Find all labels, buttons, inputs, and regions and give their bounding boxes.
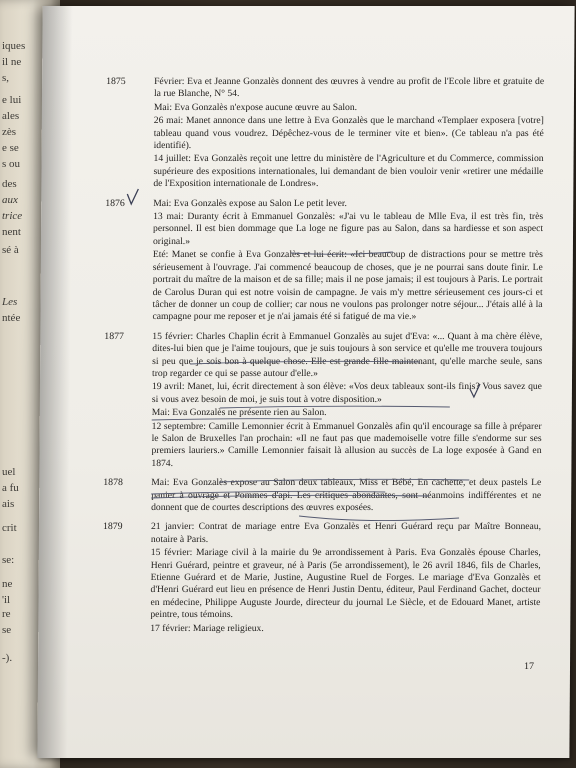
left-page-fragment: -).	[2, 652, 13, 664]
book-page	[37, 6, 574, 758]
entry-paragraph: 17 février: Mariage religieux.	[150, 622, 264, 634]
left-page-fragment: iques	[2, 40, 26, 52]
entry-paragraph: Mai: Eva Gonzalès ne présente rien au Salon.	[151, 407, 327, 419]
entry-paragraph: Eté: Manet se confie à Eva Gonzalès et lui écrit: «Ici beaucoup de distractions pour se mettre très sérieusement à l'ouvrage. J'ai commencé beaucoup de choses, que je ne pourrai sans doute finir. Le portrait du maître de la maison et de sa fille; mais il ne pose jamais; il est toujours à Paris. Le portrait de Carolus Duran qui est notre voisin de campagne. Je vais m'y mettre sérieusement ces jours-ci et tâcher de donner un coup de collier; car nous ne voulons pas prolonger notre séjour... J'étais allé à la campagne pour me reposer et je n'ai jamais été si fatigué de ma vie.»	[152, 249, 543, 323]
page-number: 17	[523, 661, 535, 672]
left-page-fragment: se	[2, 624, 12, 636]
entry-paragraph: 26 mai: Manet annonce dans une lettre à Eva Gonzalès que le marchand «Templaer exposera [votre] tableau quand vous voudrez. Dépêchez-vous de le terminer vite et bien». (Ce tableau n'a pas été identifié).	[153, 115, 544, 152]
chronology-entry-1875	[103, 76, 544, 191]
left-page-fragment: e lui	[2, 94, 22, 106]
left-page-fragment: il ne	[2, 56, 22, 68]
chronology-entry-1879	[100, 521, 541, 635]
chronology-entry-1878	[101, 477, 541, 514]
chronology-entry-1876	[102, 198, 543, 324]
entry-paragraph: Mai: Eva Gonzalès expose au Salon deux tableaux, Miss et Bébé, En cachette, et deux pastels Le panier à ouvrage et Pommes d'api. Les critiques abondantes, sont néanmoins indifférentes et ne donnent que de courtes descriptions des œuvres exposées.	[151, 477, 542, 513]
left-page-fragment: aux	[2, 194, 18, 206]
left-page-fragment: ntée	[2, 312, 21, 324]
left-page-fragment: des	[2, 178, 17, 190]
entry-paragraph: Mai: Eva Gonzalès n'expose aucune œuvre au Salon.	[153, 101, 358, 113]
left-page-fragment: 'il	[2, 594, 11, 606]
left-page-fragment: re	[2, 608, 11, 620]
entry-paragraph: 15 février: Charles Chaplin écrit à Emmanuel Gonzalès au sujet d'Eva: «... Quant à ma chère élève, dites-lui bien que je l'aime toujours, que je suis toujours à son service et qu'elle me trouvera toujours si peu que je sois bon à quelque chose. Elle est grande fille maintenant, qu'elle marche seule, sans trop regarder ce qui se passe autour d'elle.»	[152, 330, 543, 379]
left-page-fragment: s,	[2, 72, 10, 84]
entry-year: 1876	[105, 197, 125, 209]
gutter-shadow	[37, 6, 72, 758]
entry-paragraph: 19 avril: Manet, lui, écrit directement à son élève: «Vos deux tableaux sont-ils finis? Vous savez que si vous avez besoin de moi, je suis tout à votre disposition.»	[151, 381, 543, 405]
left-page-fragment: sé à	[2, 244, 19, 256]
left-page-fragment: zès	[2, 126, 17, 138]
chronology	[100, 76, 544, 642]
entry-paragraph: Février: Eva et Jeanne Gonzalès donnent des œuvres à vendre au profit de l'Ecole libre et gratuite de la rue Blanche, N° 54.	[153, 76, 545, 100]
entry-year: 1877	[104, 330, 124, 342]
entry-year: 1878	[103, 477, 123, 489]
entry-paragraph: Mai: Eva Gonzalès expose au Salon Le petit lever.	[153, 197, 347, 209]
left-page-fragment: ales	[2, 110, 20, 122]
chronology-entry-1877	[101, 331, 542, 470]
left-page-fragment: nent	[2, 226, 21, 238]
entry-year: 1875	[106, 76, 126, 87]
entry-paragraph: 14 juillet: Eva Gonzalès reçoit une lettre du ministère de l'Agriculture et du Commerce, commission supérieure des expositions internationales, lui demandant de bien vouloir venir «retirer une médaille de l'Exposition internationale de Londres».	[153, 153, 544, 190]
left-page-fragment: se:	[2, 554, 15, 566]
entry-paragraph: 21 janvier: Contrat de mariage entre Eva Gonzalès et Henri Guérard reçu par Maître Bonneau, notaire à Paris.	[150, 521, 542, 545]
left-page-fragment: crit	[2, 522, 17, 534]
entry-paragraph: 15 février: Mariage civil à la mairie du 9e arrondissement à Paris. Eva Gonzalès épouse Charles, Henri Guérard, peintre et graveur, né à Paris (5e arrondissement), le 26 avril 1846, fils de Charles, Etienne Guérard et de Marie, Justine, Augustine Ruel de Forges. Le mariage d'Eva Gonzalès et d'Henri Guérard eut lieu en présence de Henri Justin Dentu, éditeur, Paul Ferdinand Gachet, docteur en médecine, Philippe Auguste Jourde, directeur du journal Le Siècle, et de Edouard Manet, artiste peintre, tous témoins.	[150, 547, 541, 621]
left-page-fragment: uel	[2, 466, 16, 478]
left-page-fragment: ne	[2, 578, 13, 590]
left-page-fragment: s ou	[2, 158, 21, 170]
left-page-fragment: trice	[2, 210, 23, 222]
left-page-fragment: ais	[2, 498, 15, 510]
entry-paragraph: 12 septembre: Camille Lemonnier écrit à Emmanuel Gonzalès afin qu'il encourage sa fille à préparer le Salon de Bruxelles l'an prochain: «Il ne faut pas que mademoiselle votre fille s'endorme sur ses premiers lauriers.» Camille Lemonnier faisait là allusion au succès de La loge exposée à Gand en 1874.	[151, 420, 542, 469]
entry-year: 1879	[102, 521, 123, 533]
entry-paragraph: 13 mai: Duranty écrit à Emmanuel Gonzalès: «J'ai vu le tableau de Mlle Eva, il est très fin, très personnel. Il est bien dommage que La loge ne figure pas au Salon, dans sa hardiesse et son aspect original.»	[152, 211, 544, 247]
left-page-fragment: e se	[2, 142, 19, 154]
left-page-fragment: Les	[2, 296, 18, 308]
left-page-fragment: a fu	[2, 482, 19, 494]
